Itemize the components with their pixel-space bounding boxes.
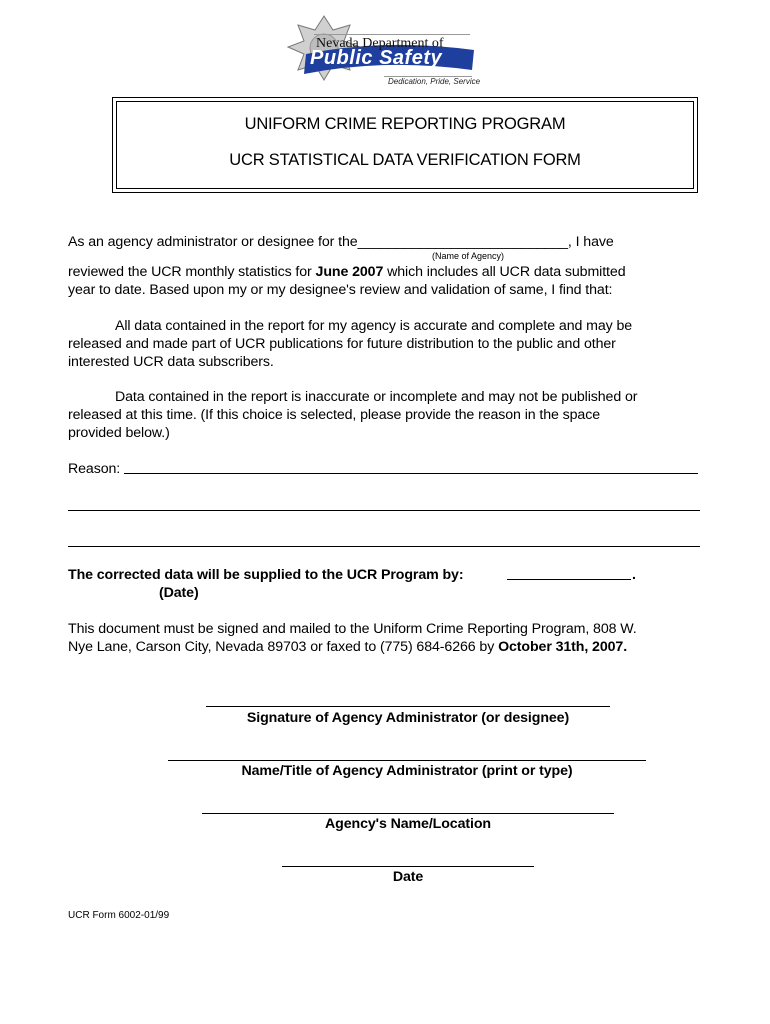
reason-label: Reason: bbox=[68, 461, 121, 477]
option-inaccurate-line-2: released at this time. (If this choice is selected, please provide the reason in the space bbox=[68, 407, 600, 423]
page-title: UNIFORM CRIME REPORTING PROGRAM bbox=[244, 115, 566, 133]
title-box bbox=[112, 97, 698, 193]
intro-line-1-end: , I have bbox=[567, 234, 614, 250]
agency-name-line[interactable] bbox=[202, 813, 614, 814]
date-label: Date bbox=[392, 869, 424, 885]
option-inaccurate-line-3: provided below.) bbox=[68, 425, 170, 441]
intro-line-2-start: reviewed the UCR monthly statistics for bbox=[68, 264, 316, 280]
name-title-label: Name/Title of Agency Administrator (print or type) bbox=[241, 763, 573, 779]
option-accurate-line-2: released and made part of UCR publications for future distribution to the public and other bbox=[68, 336, 616, 352]
mailing-line-2-start: Nye Lane, Carson City, Nevada 89703 or faxed to (775) 684-6266 by bbox=[68, 639, 499, 655]
mailing-line-1: This document must be signed and mailed to the Uniform Crime Reporting Program, 808 W. bbox=[68, 621, 637, 637]
corrected-date-blank[interactable] bbox=[507, 579, 631, 580]
option-accurate-line-1: All data contained in the report for my agency is accurate and complete and may be bbox=[115, 318, 633, 334]
intro-line-1-start: As an agency administrator or designee for the bbox=[68, 234, 358, 250]
logo-public-safety: Public Safety bbox=[310, 47, 443, 69]
form-id: UCR Form 6002-01/99 bbox=[68, 910, 170, 921]
intro-line-2-end: which includes all UCR data submitted bbox=[383, 264, 626, 280]
reason-line-3[interactable] bbox=[68, 546, 700, 547]
agency-name-blank[interactable]: ___________________________ bbox=[357, 234, 568, 250]
agency-name-location-label: Agency's Name/Location bbox=[325, 816, 491, 832]
intro-line-1 bbox=[68, 233, 614, 251]
reason-line-1[interactable] bbox=[124, 473, 698, 474]
agency-name-caption: (Name of Agency) bbox=[432, 251, 505, 261]
mailing-line-2 bbox=[68, 638, 627, 656]
corrected-period: . bbox=[632, 567, 636, 583]
intro-line-3: year to date. Based upon my or my designee's review and validation of same, I find that: bbox=[68, 282, 613, 298]
logo-tagline: Dedication, Pride, Service bbox=[388, 77, 481, 86]
corrected-date-caption: (Date) bbox=[159, 585, 199, 601]
signature-line[interactable] bbox=[206, 706, 610, 707]
reason-line-2[interactable] bbox=[68, 510, 700, 511]
mailing-deadline: October 31th, 2007. bbox=[498, 639, 628, 655]
option-inaccurate-line-1: Data contained in the report is inaccurate or incomplete and may not be published or bbox=[115, 389, 638, 405]
title-box-inner-border bbox=[116, 101, 694, 189]
option-accurate-line-3: interested UCR data subscribers. bbox=[68, 354, 274, 370]
page-subtitle: UCR STATISTICAL DATA VERIFICATION FORM bbox=[229, 151, 581, 169]
logo-agency-name: Nevada Department of bbox=[316, 36, 444, 51]
name-title-line[interactable] bbox=[168, 760, 646, 761]
signature-label: Signature of Agency Administrator (or designee) bbox=[246, 710, 570, 726]
dps-logo bbox=[284, 14, 480, 84]
intro-line-2 bbox=[68, 263, 625, 281]
corrected-data-text: The corrected data will be supplied to the UCR Program by: bbox=[68, 567, 464, 583]
report-period: June 2007 bbox=[315, 264, 384, 280]
date-line[interactable] bbox=[282, 866, 534, 867]
